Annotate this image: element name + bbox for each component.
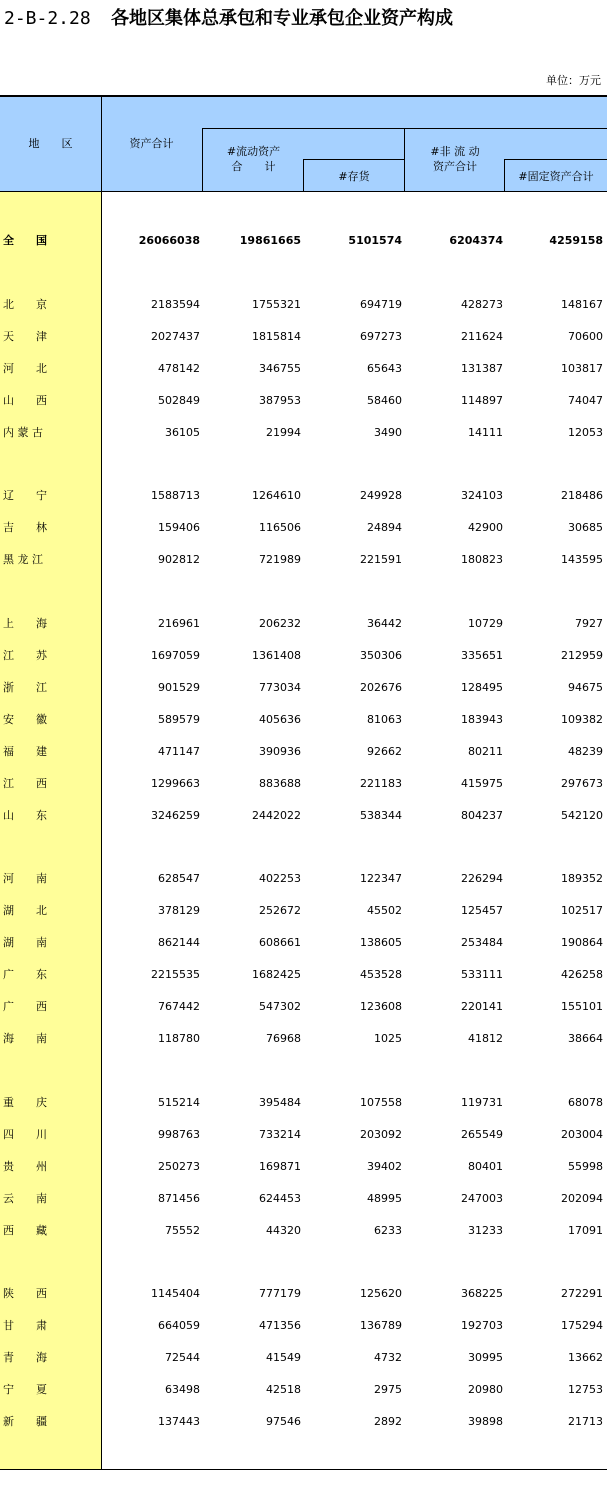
table-row [0, 615, 607, 633]
inventory-value: 1025 [374, 1032, 402, 1045]
inventory-value: 6233 [374, 1224, 402, 1237]
total-assets-value: 1697059 [151, 649, 200, 662]
current-assets-value: 733214 [259, 1128, 301, 1141]
table-row [0, 966, 607, 984]
total-assets-value: 63498 [165, 1383, 200, 1396]
current-assets-value: 2442022 [252, 809, 301, 822]
total-assets-value: 589579 [158, 713, 200, 726]
noncurrent-assets-value: 42900 [468, 521, 503, 534]
table-row [0, 647, 607, 665]
header-region: 地 区 [28, 137, 73, 150]
inventory-value: 107558 [360, 1096, 402, 1109]
total-assets-value: 998763 [158, 1128, 200, 1141]
table-row [0, 1317, 607, 1335]
fixed-assets-value: 12053 [568, 426, 603, 439]
region-name: 广 西 [3, 1000, 47, 1013]
inventory-value: 45502 [367, 904, 402, 917]
region-name: 海 南 [3, 1032, 47, 1045]
table-row [0, 679, 607, 697]
current-assets-value: 608661 [259, 936, 301, 949]
current-assets-value: 1755321 [252, 298, 301, 311]
inventory-value: 136789 [360, 1319, 402, 1332]
header-inventory: #存货 [338, 170, 370, 183]
fixed-assets-value: 48239 [568, 745, 603, 758]
inventory-value: 65643 [367, 362, 402, 375]
table-title: 各地区集体总承包和专业承包企业资产构成 [110, 8, 453, 29]
noncurrent-assets-value: 428273 [461, 298, 503, 311]
inventory-value: 81063 [367, 713, 402, 726]
fixed-assets-value: 17091 [568, 1224, 603, 1237]
current-assets-value: 1361408 [252, 649, 301, 662]
noncurrent-assets-value: 6204374 [449, 234, 503, 247]
fixed-assets-value: 203004 [561, 1128, 603, 1141]
fixed-assets-value: 190864 [561, 936, 603, 949]
noncurrent-assets-value: 183943 [461, 713, 503, 726]
table-row [0, 1381, 607, 1399]
region-name: 天 津 [3, 330, 47, 343]
inventory-value: 122347 [360, 872, 402, 885]
fixed-assets-value: 272291 [561, 1287, 603, 1300]
inventory-value: 24894 [367, 521, 402, 534]
noncurrent-assets-value: 114897 [461, 394, 503, 407]
fixed-assets-value: 109382 [561, 713, 603, 726]
table-row [0, 296, 607, 314]
header-noncurrent-line1: #非 流 动 [430, 145, 480, 158]
total-assets-value: 378129 [158, 904, 200, 917]
inventory-value: 123608 [360, 1000, 402, 1013]
noncurrent-assets-value: 220141 [461, 1000, 503, 1013]
table-row [0, 1126, 607, 1144]
inventory-value: 453528 [360, 968, 402, 981]
total-assets-value: 1299663 [151, 777, 200, 790]
fixed-assets-value: 55998 [568, 1160, 603, 1173]
noncurrent-assets-value: 14111 [468, 426, 503, 439]
region-name: 吉 林 [3, 521, 47, 534]
current-assets-value: 405636 [259, 713, 301, 726]
table-row [0, 328, 607, 346]
table-row [0, 998, 607, 1016]
region-name: 黑 龙 江 [3, 553, 43, 566]
inventory-value: 39402 [367, 1160, 402, 1173]
table-row [0, 1094, 607, 1112]
total-assets-value: 36105 [165, 426, 200, 439]
current-assets-value: 1682425 [252, 968, 301, 981]
noncurrent-assets-value: 80401 [468, 1160, 503, 1173]
inventory-value: 202676 [360, 681, 402, 694]
region-name: 河 南 [3, 872, 47, 885]
region-name: 湖 北 [3, 904, 47, 917]
inventory-value: 3490 [374, 426, 402, 439]
region-name: 四 川 [3, 1128, 47, 1141]
header-bottom-line [0, 191, 607, 192]
region-name: 辽 宁 [3, 489, 47, 502]
fixed-assets-value: 148167 [561, 298, 603, 311]
header-line-level2-inventory [304, 159, 404, 160]
page-title [4, 5, 453, 33]
inventory-value: 92662 [367, 745, 402, 758]
region-name: 河 北 [3, 362, 47, 375]
inventory-value: 249928 [360, 489, 402, 502]
total-assets-value: 118780 [158, 1032, 200, 1045]
region-name: 青 海 [3, 1351, 47, 1364]
current-assets-value: 471356 [259, 1319, 301, 1332]
total-assets-value: 515214 [158, 1096, 200, 1109]
region-name: 全 国 [3, 234, 47, 247]
noncurrent-assets-value: 335651 [461, 649, 503, 662]
fixed-assets-value: 212959 [561, 649, 603, 662]
current-assets-value: 44320 [266, 1224, 301, 1237]
table-row [0, 743, 607, 761]
header-current-assets-line1: #流动资产 [226, 145, 281, 158]
total-assets-value: 502849 [158, 394, 200, 407]
table-row [0, 424, 607, 442]
table-bottom-border [0, 1469, 607, 1470]
total-assets-value: 26066038 [138, 234, 200, 247]
noncurrent-assets-value: 30995 [468, 1351, 503, 1364]
noncurrent-assets-value: 125457 [461, 904, 503, 917]
total-assets-value: 862144 [158, 936, 200, 949]
total-assets-value: 901529 [158, 681, 200, 694]
total-assets-value: 159406 [158, 521, 200, 534]
noncurrent-assets-value: 20980 [468, 1383, 503, 1396]
current-assets-value: 402253 [259, 872, 301, 885]
region-name: 山 西 [3, 394, 47, 407]
noncurrent-assets-value: 180823 [461, 553, 503, 566]
fixed-assets-value: 202094 [561, 1192, 603, 1205]
table-row [0, 870, 607, 888]
noncurrent-assets-value: 10729 [468, 617, 503, 630]
fixed-assets-value: 542120 [561, 809, 603, 822]
header-fixed-assets: #固定资产合计 [518, 170, 594, 183]
region-name: 甘 肃 [3, 1319, 47, 1332]
table-row [0, 807, 607, 825]
fixed-assets-value: 21713 [568, 1415, 603, 1428]
table-row [0, 1285, 607, 1303]
current-assets-value: 547302 [259, 1000, 301, 1013]
fixed-assets-value: 426258 [561, 968, 603, 981]
inventory-value: 58460 [367, 394, 402, 407]
fixed-assets-value: 103817 [561, 362, 603, 375]
current-assets-value: 395484 [259, 1096, 301, 1109]
noncurrent-assets-value: 192703 [461, 1319, 503, 1332]
total-assets-value: 2215535 [151, 968, 200, 981]
fixed-assets-value: 13662 [568, 1351, 603, 1364]
region-name: 西 藏 [3, 1224, 47, 1237]
current-assets-value: 41549 [266, 1351, 301, 1364]
table-row [0, 775, 607, 793]
inventory-value: 36442 [367, 617, 402, 630]
unit-label: 单位：万元 [546, 74, 601, 87]
table-row [0, 1030, 607, 1048]
fixed-assets-value: 297673 [561, 777, 603, 790]
table-row [0, 711, 607, 729]
table-row [0, 1158, 607, 1176]
total-assets-value: 216961 [158, 617, 200, 630]
region-name: 贵 州 [3, 1160, 47, 1173]
inventory-value: 4732 [374, 1351, 402, 1364]
fixed-assets-value: 102517 [561, 904, 603, 917]
table-row [0, 1190, 607, 1208]
region-name: 北 京 [3, 298, 47, 311]
noncurrent-assets-value: 368225 [461, 1287, 503, 1300]
region-name: 上 海 [3, 617, 47, 630]
fixed-assets-value: 189352 [561, 872, 603, 885]
region-name: 重 庆 [3, 1096, 47, 1109]
inventory-value: 203092 [360, 1128, 402, 1141]
current-assets-value: 773034 [259, 681, 301, 694]
total-assets-value: 1588713 [151, 489, 200, 502]
current-assets-value: 42518 [266, 1383, 301, 1396]
total-assets-value: 767442 [158, 1000, 200, 1013]
header-current-assets-line2: 合 计 [231, 160, 276, 173]
current-assets-value: 777179 [259, 1287, 301, 1300]
noncurrent-assets-value: 211624 [461, 330, 503, 343]
table-row-total [0, 232, 607, 250]
noncurrent-assets-value: 226294 [461, 872, 503, 885]
table-row [0, 360, 607, 378]
inventory-value: 221591 [360, 553, 402, 566]
inventory-value: 694719 [360, 298, 402, 311]
region-name: 浙 江 [3, 681, 47, 694]
table-row [0, 1413, 607, 1431]
fixed-assets-value: 94675 [568, 681, 603, 694]
region-name: 广 东 [3, 968, 47, 981]
noncurrent-assets-value: 39898 [468, 1415, 503, 1428]
total-assets-value: 3246259 [151, 809, 200, 822]
noncurrent-assets-value: 119731 [461, 1096, 503, 1109]
region-name: 江 苏 [3, 649, 47, 662]
region-name: 福 建 [3, 745, 47, 758]
noncurrent-assets-value: 415975 [461, 777, 503, 790]
noncurrent-assets-value: 804237 [461, 809, 503, 822]
current-assets-value: 19861665 [239, 234, 301, 247]
table-code: 2-B-2.28 [4, 8, 91, 29]
fixed-assets-value: 70600 [568, 330, 603, 343]
fixed-assets-value: 143595 [561, 553, 603, 566]
region-name: 湖 南 [3, 936, 47, 949]
total-assets-value: 250273 [158, 1160, 200, 1173]
inventory-value: 2975 [374, 1383, 402, 1396]
current-assets-value: 721989 [259, 553, 301, 566]
total-assets-value: 72544 [165, 1351, 200, 1364]
total-assets-value: 664059 [158, 1319, 200, 1332]
noncurrent-assets-value: 253484 [461, 936, 503, 949]
noncurrent-assets-value: 131387 [461, 362, 503, 375]
current-assets-value: 169871 [259, 1160, 301, 1173]
inventory-value: 48995 [367, 1192, 402, 1205]
noncurrent-assets-value: 324103 [461, 489, 503, 502]
total-assets-value: 478142 [158, 362, 200, 375]
inventory-value: 221183 [360, 777, 402, 790]
total-assets-value: 628547 [158, 872, 200, 885]
table-row [0, 902, 607, 920]
table-row [0, 392, 607, 410]
inventory-value: 350306 [360, 649, 402, 662]
current-assets-value: 1815814 [252, 330, 301, 343]
region-name: 山 东 [3, 809, 47, 822]
inventory-value: 538344 [360, 809, 402, 822]
region-name: 宁 夏 [3, 1383, 47, 1396]
fixed-assets-value: 74047 [568, 394, 603, 407]
table-row [0, 551, 607, 569]
table-top-border [0, 95, 607, 97]
inventory-value: 125620 [360, 1287, 402, 1300]
noncurrent-assets-value: 31233 [468, 1224, 503, 1237]
noncurrent-assets-value: 128495 [461, 681, 503, 694]
current-assets-value: 346755 [259, 362, 301, 375]
total-assets-value: 2027437 [151, 330, 200, 343]
table-row [0, 1222, 607, 1240]
fixed-assets-value: 7927 [575, 617, 603, 630]
current-assets-value: 97546 [266, 1415, 301, 1428]
current-assets-value: 387953 [259, 394, 301, 407]
current-assets-value: 206232 [259, 617, 301, 630]
header-line-level1 [203, 128, 607, 129]
current-assets-value: 252672 [259, 904, 301, 917]
fixed-assets-value: 12753 [568, 1383, 603, 1396]
fixed-assets-value: 68078 [568, 1096, 603, 1109]
fixed-assets-value: 175294 [561, 1319, 603, 1332]
noncurrent-assets-value: 533111 [461, 968, 503, 981]
header-total-assets: 资产合计 [129, 137, 174, 150]
inventory-value: 697273 [360, 330, 402, 343]
region-name: 云 南 [3, 1192, 47, 1205]
total-assets-value: 137443 [158, 1415, 200, 1428]
total-assets-value: 2183594 [151, 298, 200, 311]
fixed-assets-value: 38664 [568, 1032, 603, 1045]
region-name: 陕 西 [3, 1287, 47, 1300]
table-row [0, 934, 607, 952]
noncurrent-assets-value: 265549 [461, 1128, 503, 1141]
fixed-assets-value: 4259158 [549, 234, 603, 247]
fixed-assets-value: 218486 [561, 489, 603, 502]
noncurrent-assets-value: 80211 [468, 745, 503, 758]
inventory-value: 138605 [360, 936, 402, 949]
inventory-value: 2892 [374, 1415, 402, 1428]
total-assets-value: 902812 [158, 553, 200, 566]
table-row [0, 1349, 607, 1367]
current-assets-value: 390936 [259, 745, 301, 758]
current-assets-value: 624453 [259, 1192, 301, 1205]
total-assets-value: 75552 [165, 1224, 200, 1237]
current-assets-value: 1264610 [252, 489, 301, 502]
noncurrent-assets-value: 41812 [468, 1032, 503, 1045]
region-name: 江 西 [3, 777, 47, 790]
current-assets-value: 76968 [266, 1032, 301, 1045]
current-assets-value: 883688 [259, 777, 301, 790]
region-name: 内 蒙 古 [3, 426, 43, 439]
current-assets-value: 21994 [266, 426, 301, 439]
total-assets-value: 1145404 [151, 1287, 200, 1300]
inventory-value: 5101574 [348, 234, 402, 247]
region-name: 新 疆 [3, 1415, 47, 1428]
header-line-level2-fixed [505, 159, 607, 160]
total-assets-value: 871456 [158, 1192, 200, 1205]
header-noncurrent-line2: 资产合计 [433, 160, 477, 173]
fixed-assets-value: 155101 [561, 1000, 603, 1013]
noncurrent-assets-value: 247003 [461, 1192, 503, 1205]
region-name: 安 徽 [3, 713, 47, 726]
fixed-assets-value: 30685 [568, 521, 603, 534]
table-row [0, 487, 607, 505]
total-assets-value: 471147 [158, 745, 200, 758]
current-assets-value: 116506 [259, 521, 301, 534]
table-row [0, 519, 607, 537]
